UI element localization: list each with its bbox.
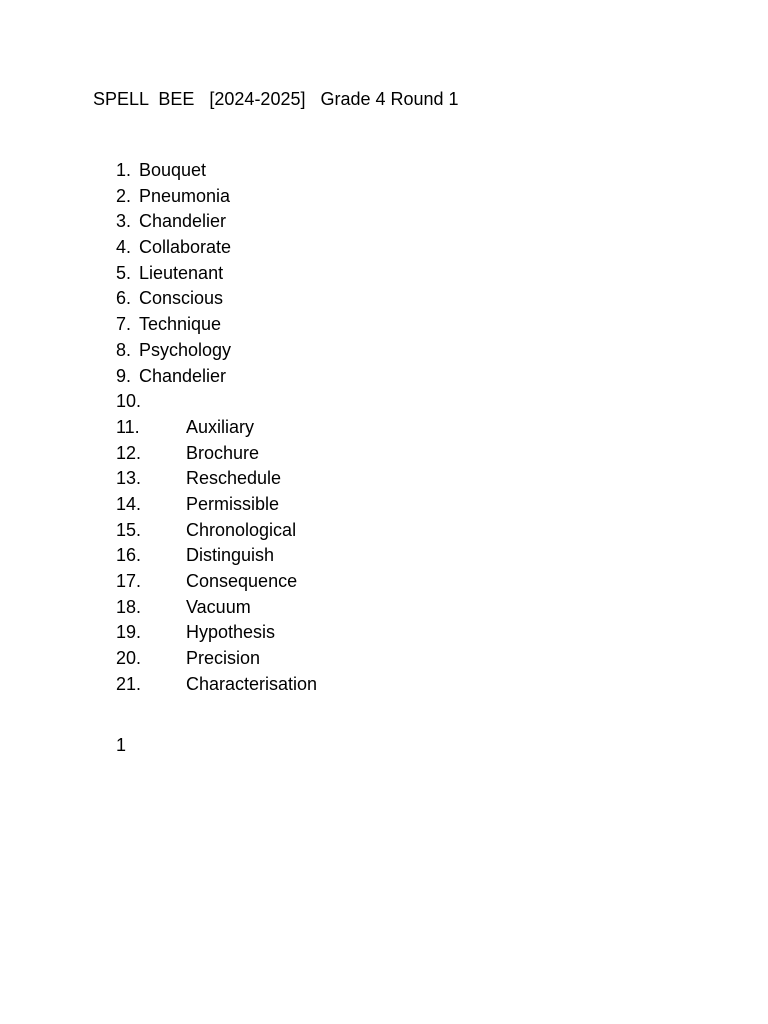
item-number: 14. xyxy=(116,493,142,514)
item-number: 12. xyxy=(116,442,142,463)
spelling-word: Auxiliary xyxy=(186,416,255,437)
item-number: 19. xyxy=(116,622,142,643)
item-number: 15. xyxy=(116,519,142,540)
list-item xyxy=(116,441,260,467)
document-title: SPELL BEE [2024-2025] Grade 4 Round 1 xyxy=(93,89,459,109)
spelling-word: Distinguish xyxy=(186,545,275,566)
spelling-word: Lieutenant xyxy=(139,262,224,283)
page-number: 1 xyxy=(116,735,127,755)
item-number: 16. xyxy=(116,545,142,566)
item-number: 8. xyxy=(116,339,132,360)
spelling-word: Precision xyxy=(186,648,261,669)
item-number: 18. xyxy=(116,596,142,617)
list-item xyxy=(116,518,297,544)
item-number: 13. xyxy=(116,468,142,489)
item-number: 7. xyxy=(116,314,132,335)
spelling-word: Consequence xyxy=(186,571,298,591)
item-number: 17. xyxy=(116,571,142,591)
item-number: 5. xyxy=(116,262,132,283)
list-item xyxy=(116,286,231,312)
item-number: 2. xyxy=(116,185,132,206)
list-item xyxy=(116,492,280,518)
list-item xyxy=(116,364,231,390)
list-item xyxy=(116,209,231,235)
list-item xyxy=(116,312,231,338)
spelling-word: Collaborate xyxy=(139,237,232,258)
item-number: 9. xyxy=(116,365,132,386)
spelling-word: Chandelier xyxy=(139,365,227,386)
list-item xyxy=(116,543,275,569)
item-number: 1. xyxy=(116,160,132,180)
spelling-word: Brochure xyxy=(186,442,260,463)
spelling-word: Pneumonia xyxy=(139,185,231,206)
spelling-word: Vacuum xyxy=(186,596,251,617)
list-item xyxy=(116,569,298,595)
item-number: 10. xyxy=(116,391,142,412)
list-item xyxy=(116,595,251,621)
item-number: 20. xyxy=(116,648,142,669)
list-item xyxy=(116,389,231,415)
item-number: 21. xyxy=(116,673,142,694)
spelling-word: Characterisation xyxy=(186,673,318,694)
list-item xyxy=(116,184,231,210)
spelling-word: Conscious xyxy=(139,288,224,309)
spelling-word: Bouquet xyxy=(139,160,207,180)
spelling-word: Hypothesis xyxy=(186,622,276,643)
item-number: 11. xyxy=(116,416,140,437)
list-item xyxy=(116,646,261,672)
list-item xyxy=(116,235,231,261)
list-item xyxy=(116,415,255,441)
list-item xyxy=(116,466,282,492)
spelling-word: Permissible xyxy=(186,493,280,514)
spelling-word: Chandelier xyxy=(139,211,227,232)
list-item xyxy=(116,672,318,698)
list-item xyxy=(116,158,231,184)
spelling-word: Reschedule xyxy=(186,468,282,489)
list-item xyxy=(116,261,231,287)
list-item xyxy=(116,620,276,646)
spelling-word-list xyxy=(116,158,318,697)
item-number: 6. xyxy=(116,288,132,309)
item-number: 4. xyxy=(116,237,132,258)
spelling-word: Psychology xyxy=(139,339,232,360)
spelling-word: Chronological xyxy=(186,519,297,540)
list-item xyxy=(116,338,231,364)
spelling-word: Technique xyxy=(139,314,222,335)
item-number: 3. xyxy=(116,211,132,232)
